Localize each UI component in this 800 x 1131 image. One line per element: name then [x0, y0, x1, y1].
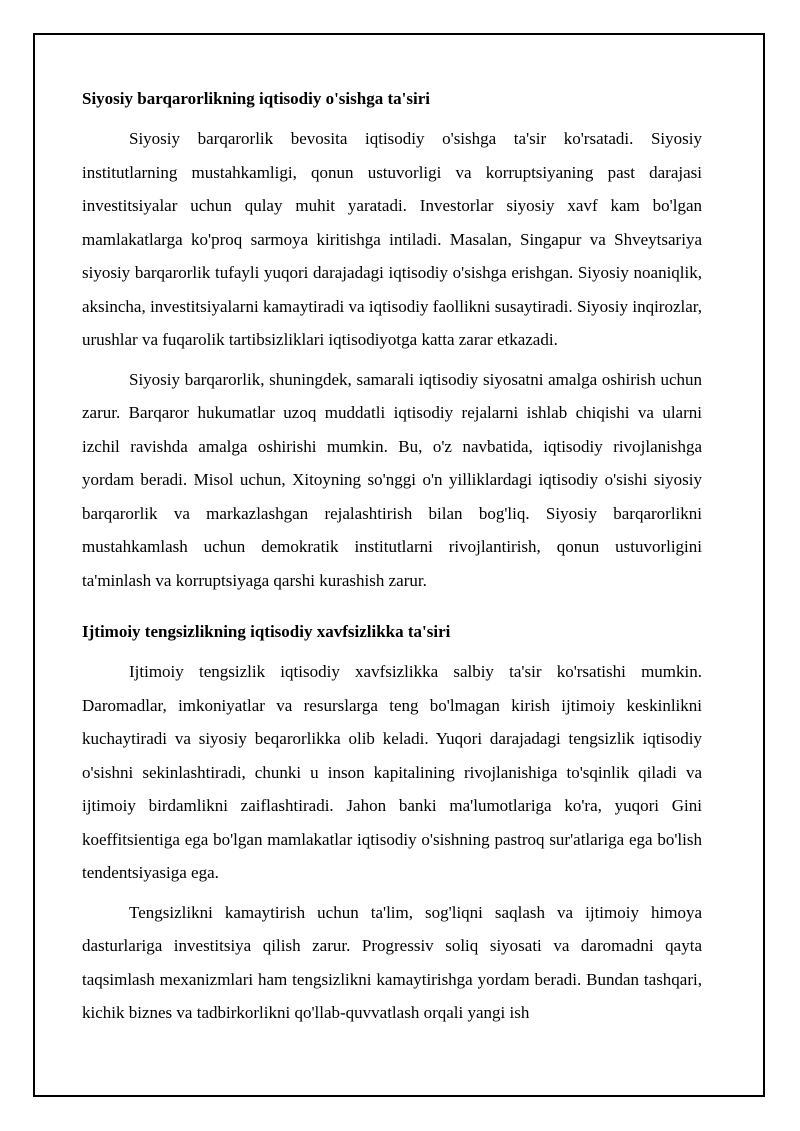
document-body	[82, 82, 702, 1030]
section-heading-political-stability: Siyosiy barqarorlikning iqtisodiy o'sishga ta'siri	[82, 89, 430, 108]
paragraph: Siyosiy barqarorlik bevosita iqtisodiy o'sishga ta'sir ko'rsatadi. Siyosiy institutlarning mustahkamligi, qonun ustuvorligi va korruptsiyaning past darajasi investitsiyalar uchun qulay muhit yaratadi. Investorlar siyosiy xavf kam bo'lgan mamlakatlarga ko'proq sarmoya kiritishga intiladi. Masalan, Singapur va Shveytsariya siyosiy barqarorlik tufayli yuqori darajadagi iqtisodiy o'sishga erishgan. Siyosiy noaniqlik, aksincha, investitsiyalarni kamaytiradi va iqtisodiy faollikni susaytiradi. Siyosiy inqirozlar, urushlar va fuqarolik tartibsizliklari iqtisodiyotga katta zarar etkazadi.	[82, 129, 702, 349]
section-heading-social-inequality: Ijtimoiy tengsizlikning iqtisodiy xavfsizlikka ta'siri	[82, 622, 451, 641]
paragraph: Tengsizlikni kamaytirish uchun ta'lim, sog'liqni saqlash va ijtimoiy himoya dasturlariga investitsiya qilish zarur. Progressiv soliq siyosati va daromadni qayta taqsimlash mexanizmlari ham tengsizlikni kamaytirishga yordam beradi. Bundan tashqari, kichik biznes va tadbirkorlikni qo'llab-quvvatlash orqali yangi ish	[82, 902, 702, 1022]
paragraph: Siyosiy barqarorlik, shuningdek, samarali iqtisodiy siyosatni amalga oshirish uchun zarur. Barqaror hukumatlar uzoq muddatli iqtisodiy rejalarni ishlab chiqishi va ularni izchil ravishda amalga oshirishi mumkin. Bu, o'z navbatida, iqtisodiy rivojlanishga yordam beradi. Misol uchun, Xitoyning so'nggi o'n yilliklardagi iqtisodiy o'sishi siyosiy barqarorlik va markazlashgan rejalashtirish bilan bog'liq. Siyosiy barqarorlikni mustahkamlash uchun demokratik institutlarni rivojlantirish, qonun ustuvorligini ta'minlash va korruptsiyaga qarshi kurashish zarur.	[82, 369, 702, 590]
paragraph: Ijtimoiy tengsizlik iqtisodiy xavfsizlikka salbiy ta'sir ko'rsatishi mumkin. Daromadlar, imkoniyatlar va resurslarga teng bo'lmagan kirish ijtimoiy keskinlikni kuchaytiradi va siyosiy beqarorlikka olib keladi. Yuqori darajadagi tengsizlik iqtisodiy o'sishni sekinlashtiradi, chunki u inson kapitalining rivojlanishiga to'sqinlik qiladi va ijtimoiy birdamlikni zaiflashtiradi. Jahon banki ma'lumotlariga ko'ra, yuqori Gini koeffitsientiga ega bo'lgan mamlakatlar iqtisodiy o'sishning pastroq sur'atlariga ega bo'lish tendentsiyasiga ega.	[82, 662, 702, 882]
